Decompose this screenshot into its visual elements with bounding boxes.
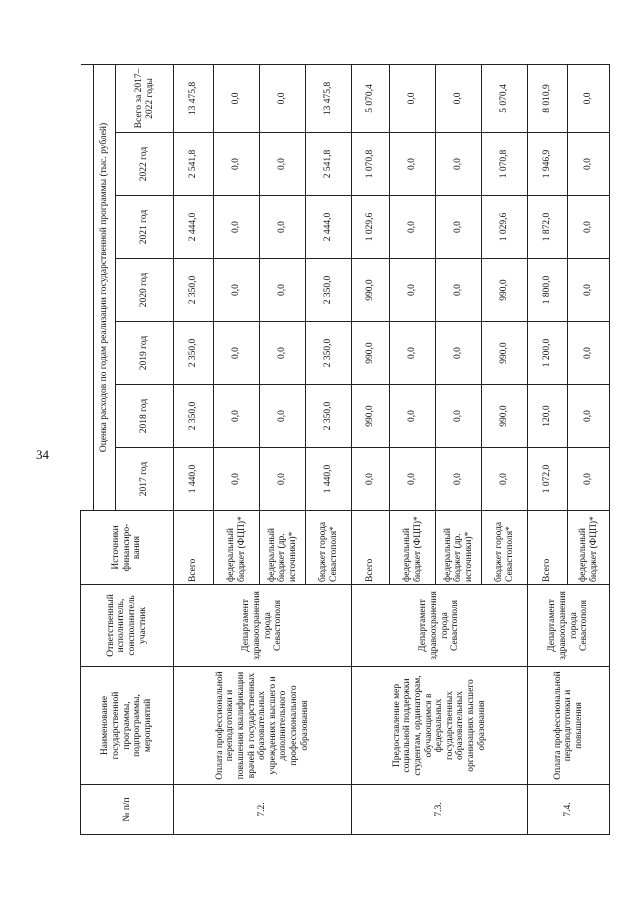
value-cell: 0,0 — [214, 448, 260, 511]
value-cell: 1 072,0 — [528, 448, 568, 511]
value-cell: 0,0 — [260, 385, 306, 448]
table-row — [528, 64, 568, 834]
row-name: Оплата профессиональной переподготовки и повышения — [528, 667, 610, 785]
header-year-2021: 2021 год — [116, 196, 174, 259]
value-cell: 2 541,8 — [174, 133, 214, 196]
row-num: 7.3. — [352, 785, 528, 835]
value-cell: 0,0 — [260, 196, 306, 259]
value-cell: 5 070,4 — [482, 64, 528, 132]
value-cell: 1 029,6 — [352, 196, 390, 259]
value-cell: 0,0 — [568, 448, 610, 511]
value-cell: 0,0 — [568, 259, 610, 322]
source-label: федеральный бюджет (ФЦП)* — [568, 511, 610, 585]
value-cell: 0,0 — [568, 133, 610, 196]
value-cell: 0,0 — [390, 448, 436, 511]
value-cell: 0,0 — [436, 448, 482, 511]
row-num: 7.4. — [528, 785, 610, 835]
value-cell: 0,0 — [214, 133, 260, 196]
value-cell: 0,0 — [390, 385, 436, 448]
value-cell: 990,0 — [482, 259, 528, 322]
value-cell: 13 475,8 — [174, 64, 214, 132]
value-cell: 0,0 — [260, 133, 306, 196]
header-year-2019: 2019 год — [116, 322, 174, 385]
value-cell: 0,0 — [214, 385, 260, 448]
source-label: бюджет города Севастополя* — [306, 511, 352, 585]
row-executor: Департамент здравоохранения города Севастополя — [352, 585, 528, 667]
value-cell: 2 350,0 — [174, 385, 214, 448]
header-year-2022: 2022 год — [116, 133, 174, 196]
header-num: № п/п — [81, 785, 174, 835]
value-cell: 0,0 — [260, 64, 306, 132]
row-executor: Департамент здравоохранения города Севастополя — [528, 585, 610, 667]
value-cell: 0,0 — [436, 64, 482, 132]
value-cell: 1 200,0 — [528, 322, 568, 385]
value-cell: 120,0 — [528, 385, 568, 448]
value-cell: 2 350,0 — [306, 385, 352, 448]
value-cell: 1 070,8 — [352, 133, 390, 196]
header-year-2017: 2017 год — [116, 448, 174, 511]
value-cell: 990,0 — [482, 322, 528, 385]
row-num: 7.2. — [174, 785, 352, 835]
value-cell: 2 350,0 — [174, 259, 214, 322]
value-cell: 0,0 — [482, 448, 528, 511]
source-label: федеральный бюджет (др. источники)* — [260, 511, 306, 585]
value-cell: 2 444,0 — [306, 196, 352, 259]
source-label: федеральный бюджет (ФЦП)* — [214, 511, 260, 585]
source-label: бюджет города Севастополя* — [482, 511, 528, 585]
value-cell: 0,0 — [390, 64, 436, 132]
value-cell: 2 350,0 — [174, 322, 214, 385]
row-name: Предоставление мер социальной поддержки студентам, ординаторам, обучающимся в федеральных государственных образовательных организациях высшего образования — [352, 667, 528, 785]
header-blank — [81, 64, 94, 510]
value-cell: 1 029,6 — [482, 196, 528, 259]
header-name: Наименование государственной программы, подпрограммы, мероприятий — [81, 667, 174, 785]
value-cell: 13 475,8 — [306, 64, 352, 132]
value-cell: 990,0 — [352, 259, 390, 322]
header-year-2020: 2020 год — [116, 259, 174, 322]
value-cell: 2 541,8 — [306, 133, 352, 196]
value-cell: 2 350,0 — [306, 322, 352, 385]
value-cell: 1 440,0 — [174, 448, 214, 511]
value-cell: 1 872,0 — [528, 196, 568, 259]
value-cell: 0,0 — [436, 133, 482, 196]
value-cell: 0,0 — [436, 259, 482, 322]
value-cell: 0,0 — [390, 196, 436, 259]
source-label: Всего — [352, 511, 390, 585]
rotated-table-container — [80, 65, 620, 835]
value-cell: 0,0 — [436, 385, 482, 448]
header-executor: Ответственный исполнитель, соисполнитель участник — [81, 585, 174, 667]
value-cell: 0,0 — [568, 322, 610, 385]
source-label: Всего — [528, 511, 568, 585]
table-row — [352, 64, 390, 834]
value-cell: 1 070,8 — [482, 133, 528, 196]
row-executor: Департамент здравоохранения города Севастополя — [174, 585, 352, 667]
row-name: Оплата профессиональной переподготовки и повышения квалификации врачей в государственных образовательных учреждениях высшего и дополнительного профессионального образования — [174, 667, 352, 785]
header-total: Всего за 2017–2022 годы — [116, 64, 174, 132]
value-cell: 0,0 — [390, 133, 436, 196]
value-cell: 0,0 — [260, 259, 306, 322]
source-label: федеральный бюджет (ФЦП)* — [390, 511, 436, 585]
value-cell: 990,0 — [482, 385, 528, 448]
value-cell: 990,0 — [352, 322, 390, 385]
value-cell: 8 010,9 — [528, 64, 568, 132]
source-label: федеральный бюджет (др. источники)* — [436, 511, 482, 585]
value-cell: 1 946,9 — [528, 133, 568, 196]
value-cell: 0,0 — [260, 322, 306, 385]
value-cell: 0,0 — [436, 322, 482, 385]
expenditure-table — [80, 64, 610, 835]
value-cell: 0,0 — [568, 196, 610, 259]
value-cell: 2 350,0 — [306, 259, 352, 322]
page-number: 34 — [36, 447, 49, 462]
value-cell: 0,0 — [260, 448, 306, 511]
value-cell: 990,0 — [352, 385, 390, 448]
value-cell: 0,0 — [214, 64, 260, 132]
table-row — [174, 64, 214, 834]
header-year-2018: 2018 год — [116, 385, 174, 448]
value-cell: 0,0 — [568, 64, 610, 132]
value-cell: 0,0 — [436, 196, 482, 259]
value-cell: 0,0 — [214, 196, 260, 259]
value-cell: 0,0 — [352, 448, 390, 511]
value-cell: 1 440,0 — [306, 448, 352, 511]
header-estimate: Оценка расходов по годам реализации государственной программы (тыс. рублей) — [94, 64, 116, 510]
header-sources: Источники финансиро-вания — [81, 511, 174, 585]
value-cell: 0,0 — [390, 322, 436, 385]
value-cell: 0,0 — [214, 259, 260, 322]
value-cell: 1 800,0 — [528, 259, 568, 322]
value-cell: 0,0 — [390, 259, 436, 322]
source-label: Всего — [174, 511, 214, 585]
value-cell: 5 070,4 — [352, 64, 390, 132]
value-cell: 2 444,0 — [174, 196, 214, 259]
value-cell: 0,0 — [214, 322, 260, 385]
value-cell: 0,0 — [568, 385, 610, 448]
